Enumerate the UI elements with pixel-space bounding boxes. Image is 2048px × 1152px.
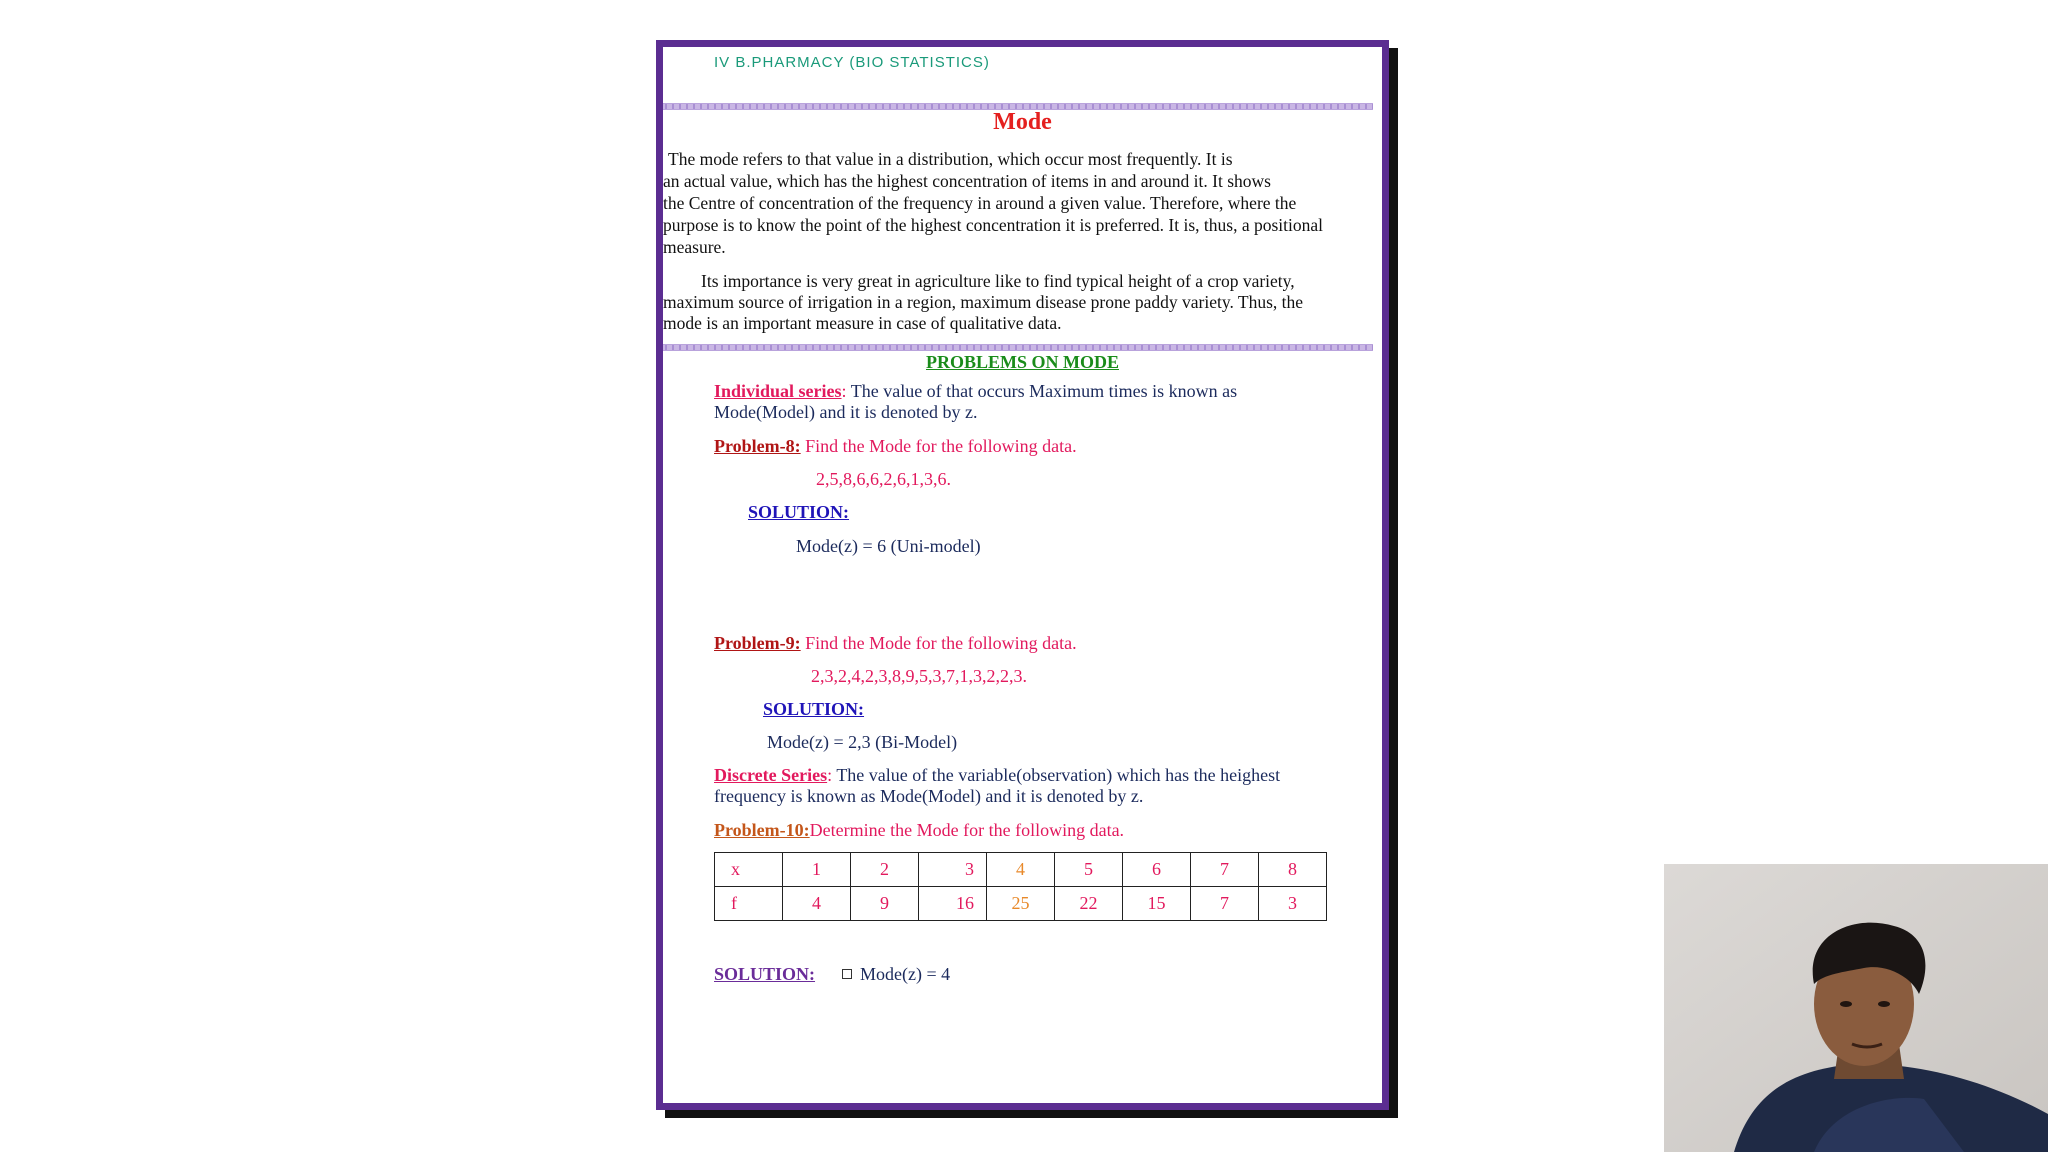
frequency-table	[714, 852, 1327, 921]
individual-series-line-1: Individual series: The value of that occurs Maximum times is known as	[714, 381, 1238, 401]
table-cell: 15	[1123, 887, 1191, 921]
importance-line-3: mode is an important measure in case of qualitative data.	[663, 313, 1062, 333]
table-row-x	[715, 853, 1327, 887]
table-cell: 6	[1123, 853, 1191, 887]
table-cell: 3	[919, 853, 987, 887]
problem-10-text: Determine the Mode for the following data.	[809, 820, 1125, 840]
table-cell-mode-x: 4	[987, 853, 1055, 887]
table-cell-x-label: x	[715, 853, 783, 887]
discrete-series-label: Discrete Series	[714, 765, 828, 785]
discrete-series-line-2: frequency is known as Mode(Model) and it is denoted by z.	[714, 786, 1144, 806]
problem-10-label: Problem-10:	[714, 820, 810, 840]
table-cell-f-label: f	[715, 887, 783, 921]
table-row-f	[715, 887, 1327, 921]
problem-9-label: Problem-9:	[714, 633, 801, 653]
table-cell: 3	[1259, 887, 1327, 921]
problem-9-solution-label: SOLUTION:	[763, 699, 865, 719]
table-cell-mode-f: 25	[987, 887, 1055, 921]
document-page	[656, 40, 1389, 1110]
page-header: IV B.PHARMACY (BIO STATISTICS)	[714, 54, 990, 71]
table-cell: 1	[783, 853, 851, 887]
problem-10	[714, 820, 1124, 841]
table-cell: 7	[1191, 887, 1259, 921]
problem-10-answer: Mode(z) = 4	[860, 964, 951, 984]
problem-10-solution-label: SOLUTION:	[714, 964, 816, 984]
table-cell: 5	[1055, 853, 1123, 887]
table-cell: 2	[851, 853, 919, 887]
problem-9-data: 2,3,2,4,2,3,8,9,5,3,7,1,3,2,2,3.	[811, 666, 1027, 686]
problem-10-solution	[714, 964, 950, 985]
webcam-overlay	[1664, 864, 2048, 1152]
intro-line-3: the Centre of concentration of the frequency in around a given value. Therefore, where the	[663, 193, 1297, 213]
problem-8-text: Find the Mode for the following data.	[805, 436, 1077, 456]
individual-series-line-2: Mode(Model) and it is denoted by z.	[714, 402, 978, 422]
problem-8-label: Problem-8:	[714, 436, 801, 456]
table-cell: 16	[919, 887, 987, 921]
importance-line-1: Its importance is very great in agriculture like to find typical height of a crop variety,	[701, 271, 1295, 291]
table-cell: 22	[1055, 887, 1123, 921]
page-title: Mode	[993, 109, 1052, 135]
checkbox-icon	[842, 969, 852, 979]
intro-line-5: measure.	[663, 237, 726, 257]
divider-middle	[663, 344, 1373, 351]
individual-series-label: Individual series	[714, 381, 842, 401]
problem-8-solution-label: SOLUTION:	[748, 502, 850, 522]
problem-9-text: Find the Mode for the following data.	[805, 633, 1077, 653]
table-cell: 8	[1259, 853, 1327, 887]
problem-8-data: 2,5,8,6,6,2,6,1,3,6.	[816, 469, 951, 489]
table-cell: 9	[851, 887, 919, 921]
presenter-video	[1664, 864, 2048, 1152]
problems-heading: PROBLEMS ON MODE	[925, 352, 1119, 372]
discrete-series-text: The value of the variable(observation) which has the heighest	[836, 765, 1281, 785]
table-cell: 7	[1191, 853, 1259, 887]
intro-line-2: an actual value, which has the highest concentration of items in and around it. It shows	[663, 171, 1271, 191]
individual-series-text: The value of that occurs Maximum times is known as	[850, 381, 1238, 401]
importance-line-2: maximum source of irrigation in a region, maximum disease prone paddy variety. Thus, the	[663, 292, 1304, 312]
intro-line-1: The mode refers to that value in a distribution, which occur most frequently. It is	[668, 149, 1233, 169]
problem-9-answer: Mode(z) = 2,3 (Bi-Model)	[767, 732, 958, 752]
problem-8	[714, 436, 1077, 457]
table-cell: 4	[783, 887, 851, 921]
problem-8-answer: Mode(z) = 6 (Uni-model)	[796, 536, 981, 556]
intro-line-4: purpose is to know the point of the highest concentration it is preferred. It is, thus, a positional	[663, 215, 1324, 235]
discrete-series-line-1: Discrete Series: The value of the variable(observation) which has the heighest	[714, 765, 1281, 785]
problem-9	[714, 633, 1077, 654]
